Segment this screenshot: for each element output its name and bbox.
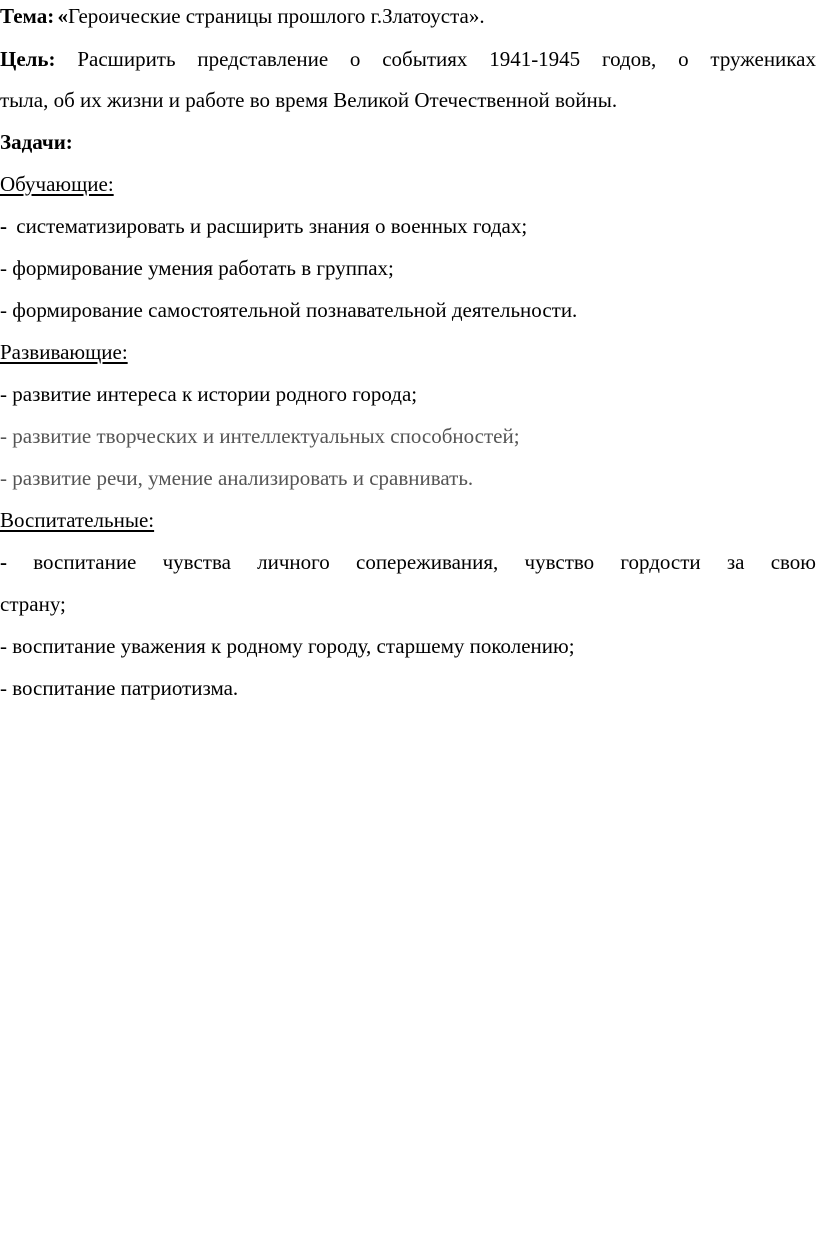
list-item: - развитие речи, умение анализировать и сравнивать. [0,466,474,490]
list-item: - формирование самостоятельной познавательной деятельности. [0,298,578,322]
goal-line-2 [0,88,816,112]
list-item: - формирование умения работать в группах; [0,256,394,280]
theme-text: Героические страницы прошлого г.Златоуста». [67,4,485,28]
goal-label: Цель: [0,47,56,71]
list-item: - развитие интереса к истории родного города; [0,382,418,406]
list-item: - воспитание патриотизма. [0,676,239,700]
theme-line [0,4,816,28]
list-item: - воспитание уважения к родному городу, старшему поколению; [0,634,575,658]
section-title-upbringing: Воспитательные: [0,508,155,532]
theme-quote-open: « [57,4,68,28]
theme-label: Тема: [0,4,55,28]
list-item-continuation: страну; [0,592,66,616]
section-title-developing: Развивающие: [0,340,128,364]
list-item: - развитие творческих и интеллектуальных способностей; [0,424,520,448]
list-item: - воспитание чувства личного сопереживания, чувство гордости за свою [0,550,816,574]
goal-text-1: Расширить представление о событиях 1941-1945 годов, о тружениках [77,47,816,71]
list-item: - систематизировать и расширить знания о военных годах; [0,214,528,238]
tasks-heading: Задачи: [0,130,73,154]
goal-line-1 [0,47,816,71]
goal-text-2: тыла, об их жизни и работе во время Великой Отечественной войны. [0,88,618,112]
section-title-teaching: Обучающие: [0,172,114,196]
